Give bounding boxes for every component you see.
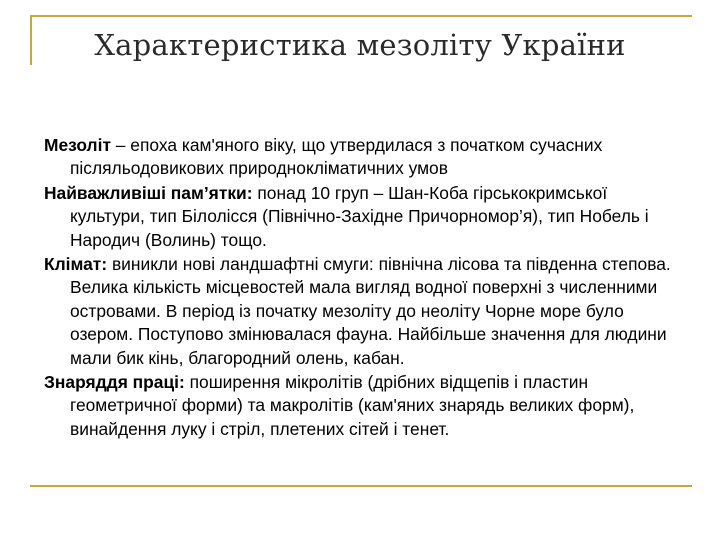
slide-title: Характеристика мезоліту України: [94, 28, 626, 62]
text-tools: поширення мікролітів (дрібних відщепів і пластин геометричної форми) та макролітів (кам'яних знарядь великих форм), винайдення луку і стріл, плетених сітей і тенет.: [70, 372, 635, 439]
paragraph-tools: [44, 371, 684, 441]
top-accent-rule: [30, 15, 692, 17]
slide-body: [44, 134, 684, 442]
term-tools: Знаряддя праці:: [44, 372, 185, 393]
term-mesolithic: Мезоліт: [44, 135, 111, 155]
paragraph-climate: [44, 253, 684, 370]
bottom-accent-rule: [30, 485, 692, 487]
paragraph-mesolithic: [44, 134, 684, 181]
text-climate: виникли нові ландшафтні смуги: північна лісова та південна степова. Велика кількість місцевостей мала вигляд водної поверхні з численними островами. В період із початку мезоліту до неоліту Чорне море було озером. Поступово змінювалася фауна. Найбільше значення для людини мали бик кінь, благородний олень, кабан.: [70, 254, 671, 368]
paragraph-monuments: [44, 182, 684, 252]
term-monuments: Найважливіші пам’ятки:: [44, 182, 253, 203]
term-climate: Клімат:: [44, 254, 108, 275]
text-monuments: понад 10 груп – Шан-Коба гірськокримської культури, тип Білолісся (Північно-Західне Причорномор’я), тип Нобель і Народич (Волинь) тощо.: [70, 182, 649, 250]
text-mesolithic: – епоха кам'яного віку, що утвердилася з початком сучасних післяльодовикових природнокліматичних умов: [70, 135, 603, 179]
